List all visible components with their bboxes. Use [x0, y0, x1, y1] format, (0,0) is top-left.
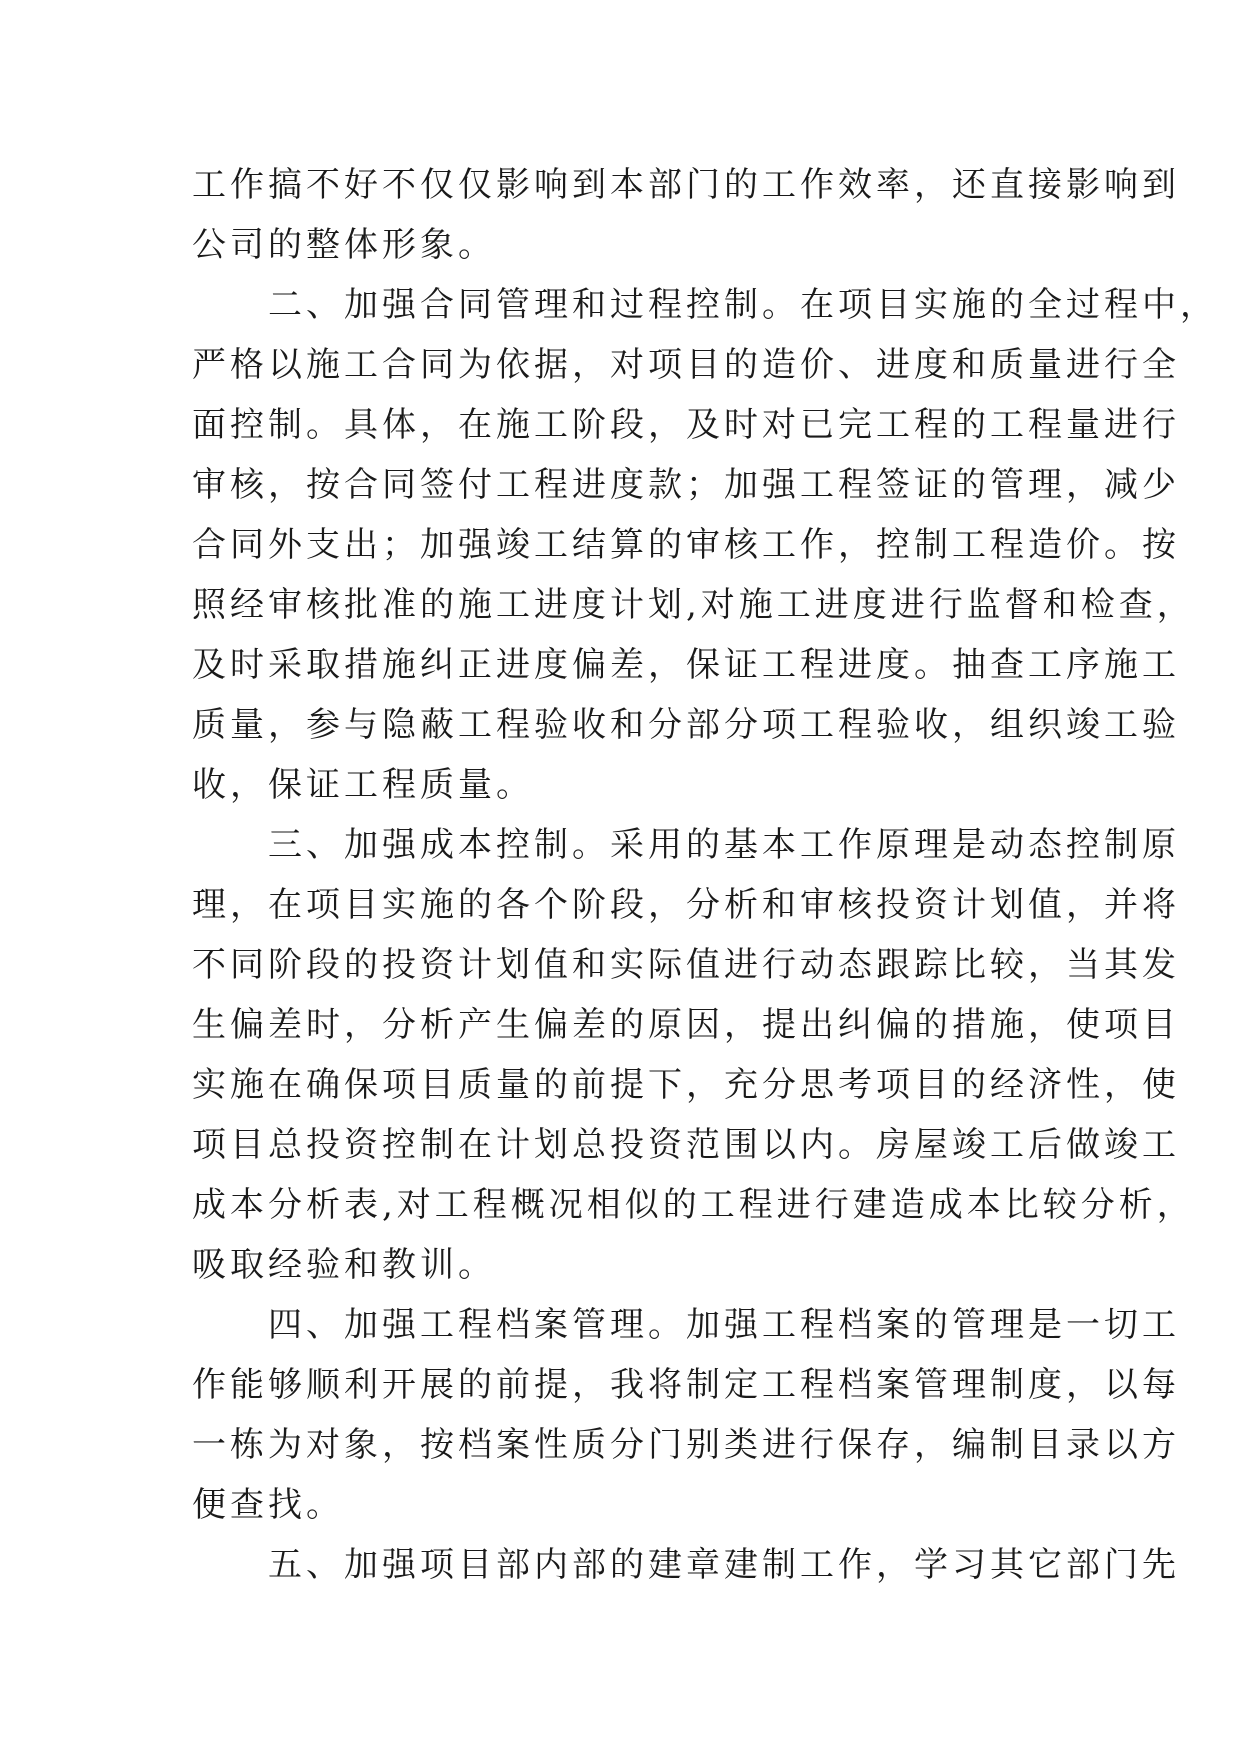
text-line: 成本分析表,对工程概况相似的工程进行建造成本比较分析，: [192, 1185, 1195, 1225]
text-line: 不同阶段的投资计划值和实际值进行动态跟踪比较，当其发: [192, 945, 1180, 985]
text-line: 面控制。具体，在施工阶段，及时对已完工程的工程量进行: [192, 405, 1180, 445]
text-line: 审核，按合同签付工程进度款；加强工程签证的管理，减少: [192, 465, 1180, 505]
text-line: 照经审核批准的施工进度计划,对施工进度进行监督和检查，: [192, 585, 1195, 625]
text-line: 生偏差时，分析产生偏差的原因，提出纠偏的措施，使项目: [192, 1005, 1180, 1045]
text-line: 及时采取措施纠正进度偏差，保证工程进度。抽查工序施工: [192, 645, 1180, 685]
text-line: 五、加强项目部内部的建章建制工作，学习其它部门先: [268, 1545, 1180, 1585]
text-line: 收，保证工程质量。: [192, 765, 534, 805]
text-line: 公司的整体形象。: [192, 225, 496, 265]
text-line: 合同外支出；加强竣工结算的审核工作，控制工程造价。按: [192, 525, 1180, 565]
paragraph-internal-rules: [192, 1535, 1180, 1595]
text-line: 便查找。: [192, 1485, 344, 1525]
text-line: 质量，参与隐蔽工程验收和分部分项工程验收，组织竣工验: [192, 705, 1180, 745]
paragraph-archive-management: [192, 1295, 1180, 1535]
text-line: 实施在确保项目质量的前提下，充分思考项目的经济性，使: [192, 1065, 1180, 1105]
document-body: [192, 155, 1218, 1595]
text-line: 吸取经验和教训。: [192, 1245, 496, 1285]
text-line: 项目总投资控制在计划总投资范围以内。房屋竣工后做竣工: [192, 1125, 1180, 1165]
text-line: 理，在项目实施的各个阶段，分析和审核投资计划值，并将: [192, 885, 1180, 925]
paragraph-contract-management: [192, 275, 1218, 815]
text-line: 工作搞不好不仅仅影响到本部门的工作效率，还直接影响到: [192, 165, 1180, 205]
text-line: 二、加强合同管理和过程控制。在项目实施的全过程中，: [268, 285, 1218, 325]
text-line: 一栋为对象，按档案性质分门别类进行保存，编制目录以方: [192, 1425, 1180, 1465]
text-line: 作能够顺利开展的前提，我将制定工程档案管理制度，以每: [192, 1365, 1180, 1405]
text-line: 三、加强成本控制。采用的基本工作原理是动态控制原: [268, 825, 1180, 865]
paragraph-cost-control: [192, 815, 1195, 1295]
text-line: 严格以施工合同为依据，对项目的造价、进度和质量进行全: [192, 345, 1180, 385]
paragraph-continued: [192, 155, 1180, 275]
text-line: 四、加强工程档案管理。加强工程档案的管理是一切工: [268, 1305, 1180, 1345]
